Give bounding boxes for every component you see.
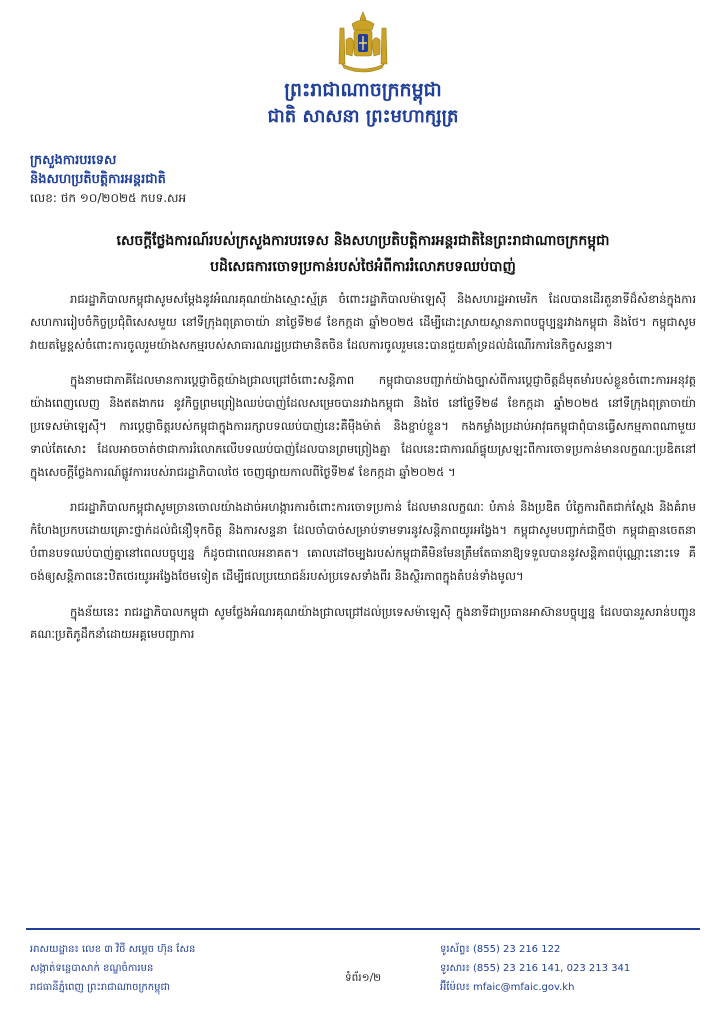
reference-number: លេខ: ថក ១០/២០២៥ កបទ.សអ	[30, 191, 187, 205]
fax-value: (855) 23 216 141, 023 213 341	[472, 963, 631, 974]
ministry-name-line2: និងសហប្រតិបត្តិការអន្តរជាតិ	[30, 172, 166, 187]
national-motto-heading: ជាតិ សាសនា ព្រះមហាក្សត្រ	[267, 106, 459, 127]
footer-address-line3: រាជធានីភ្នំពេញ ព្រះរាជាណាចក្រកម្ពុជា	[30, 982, 170, 993]
footer-fax	[440, 959, 710, 978]
footer-address	[30, 940, 290, 997]
footer-phone	[440, 940, 710, 959]
footer-address-line1: អាសយដ្ឋាន៖ លេខ ៣ វិថី សម្តេច ហ៊ុន សែន	[30, 944, 196, 955]
ministry-name-line1: ក្រសួងការបរទេស	[30, 153, 117, 168]
fax-label: ទូរសារ៖	[440, 963, 470, 974]
body-paragraph-4: ក្នុងន័យនេះ រាជរដ្ឋាភិបាលកម្ពុជា សូមថ្លែងអំណរគុណយ៉ាងជ្រាលជ្រៅដល់ប្រទេសម៉ាឡេស៊ី ក្នុងនាទីជាប្រធានអាស៊ានបច្ចុប្បន្ន ដែលបានរួសរាន់បញ្ជូនគណៈប្រតិភូដឹកនាំដោយអគ្គមេបញ្ជាការ	[30, 604, 696, 642]
body-paragraph-1: រាជរដ្ឋាភិបាលកម្ពុជាសូមសម្តែងនូវអំណរគុណយ៉ាងស្មោះស្ម័គ្រ ចំពោះរដ្ឋាភិបាលម៉ាឡេស៊ី និងសហរដ្ឋអាមេរិក ដែលបានដើរតួនាទីដ៏សំខាន់ក្នុងការសហការរៀបចំកិច្ចប្រជុំពិសេសមួយ នៅទីក្រុងពុត្រាចាយ៉ា នាថ្ងៃទី២៨ ខែកក្កដា ឆ្នាំ២០២៥ ដើម្បីដោះស្រាយស្ថានភាពបច្ចុប្បន្នរវាងកម្ពុជា និងថៃ។ កម្ពុជាសូមវាយតម្លៃខ្ពស់ចំពោះការចូលរួមយ៉ាងសកម្មរបស់សាធារណរដ្ឋប្រជាមានិតចិន ដែលការចូលរួមនេះបានជួយគាំទ្រដល់ដំណើរការនៃកិច្ចសន្ទនា។	[30, 292, 696, 352]
ministry-name-block	[30, 151, 290, 189]
phone-value: (855) 23 216 122	[472, 944, 561, 955]
body-paragraph-3: រាជរដ្ឋាភិបាលកម្ពុជាសូមច្រានចោលយ៉ាងដាច់អហង្ការការចំពោះការចោទប្រកាន់ ដែលមានលក្ខណៈ បំភាន់ និងប្រឌិត បំភ្លៃការពិតជាក់ស្តែង និងគំរាមកំហែងប្រកបដោយគ្រោះថ្នាក់ដល់ជំនឿទុកចិត្ត និងការសន្ទនា ដែលចាំបាច់សម្រាប់ទាមទារនូវសន្តិភាពយូរអង្វែង។ កម្ពុជាសូមបញ្ជាក់ជាថ្មីថា កម្ពុជាគ្មានចេតនាបំពានបទឈប់បាញ់គ្នានៅពេលបច្ចុប្បន្ន ក៏ដូចជាពេលអនាគត។ គោលដៅចម្បងរបស់កម្ពុជាគឺមិនមែនត្រឹមតែធានាឱ្យទទួលបាននូវសន្តិភាពប៉ុណ្ណោះនោះទេ គឺចង់ឲ្យសន្តិភាពនេះឋិតថេរយូរអង្វែងថែមទៀត ដើម្បីផលប្រយោជន៍របស់ប្រទេសទាំងពីរ និងស្ថិរភាពក្នុងតំបន់ទាំងមូល។	[30, 500, 696, 583]
statement-title	[30, 228, 696, 280]
email-value: mfaic@mfaic.gov.kh	[472, 982, 575, 993]
body-paragraph-2: ក្នុងនាមជាភាគីដែលមានការប្តេជ្ញាចិត្តយ៉ាងជ្រាលជ្រៅចំពោះសន្តិភាព កម្ពុជាបានបញ្ជាក់យ៉ាងច្បាស់ពីការប្តេជ្ញាចិត្តដ៏មុតមាំរបស់ខ្លួនចំពោះការអនុវត្តយ៉ាងពេញលេញ និងឥតងាករេ នូវកិច្ចព្រមព្រៀងឈប់បាញ់ដែលសម្រេចបានរវាងកម្ពុជា និងថៃ នៅថ្ងៃទី២៨ ខែកក្កដា ឆ្នាំ២០២៥ នៅទីក្រុងពុត្រាចាយ៉ា ប្រទេសម៉ាឡេស៊ី។ ការប្តេជ្ញាចិត្តរបស់កម្ពុជាក្នុងការរក្សាបទឈប់បាញ់នេះគឺម៉ឺងម៉ាត់ និងខ្ជាប់ខ្ជួន។ កងកម្លាំងប្រដាប់អាវុធកម្ពុជាពុំបានធ្វើសកម្មភាពណាមួយទាល់តែសោះ ដែលអាចចាត់ថាជាការរំលោភលើបទឈប់បាញ់ដែលបានព្រមព្រៀងគ្នា ដែលនេះជាការណ៍ផ្ទុយស្រឡះពីការចោទប្រកាន់មានលក្ខណៈប្រឌិតនៅក្នុងសេចក្តីថ្លែងការណ៍ផ្លូវការរបស់រាជរដ្ឋាភិបាលថៃ ចេញផ្សាយកាលពីថ្ងៃទី២៩ ខែកក្កដា ឆ្នាំ២០២៥ ។	[30, 373, 696, 479]
footer-address-line2: សង្កាត់ទន្លេបាសាក់ ខណ្ឌចំការមន	[30, 963, 154, 974]
footer-contacts	[440, 940, 710, 997]
footer-divider	[26, 928, 700, 930]
statement-title-line2: បដិសេធការចោទប្រកាន់របស់ថៃអំពីការរំលោភបទឈប់បាញ់	[210, 259, 516, 275]
page-number: ទំព័រ១/២	[344, 972, 382, 984]
footer-email	[440, 978, 710, 997]
statement-body	[30, 288, 696, 928]
kingdom-name-heading: ព្រះរាជាណាចក្រកម្ពុជា	[284, 79, 442, 101]
email-label: អ៊ីម៉ែល៖	[440, 982, 470, 993]
royal-coat-of-arms-emblem	[330, 10, 396, 76]
statement-title-line1: សេចក្តីថ្លែងការណ៍របស់ក្រសួងការបរទេស និងសហប្រតិបត្តិការអន្តរជាតិនៃព្រះរាជាណាចក្រកម្ពុជា	[116, 233, 610, 249]
phone-label: ទូរស័ព្ទ៖	[440, 944, 470, 955]
